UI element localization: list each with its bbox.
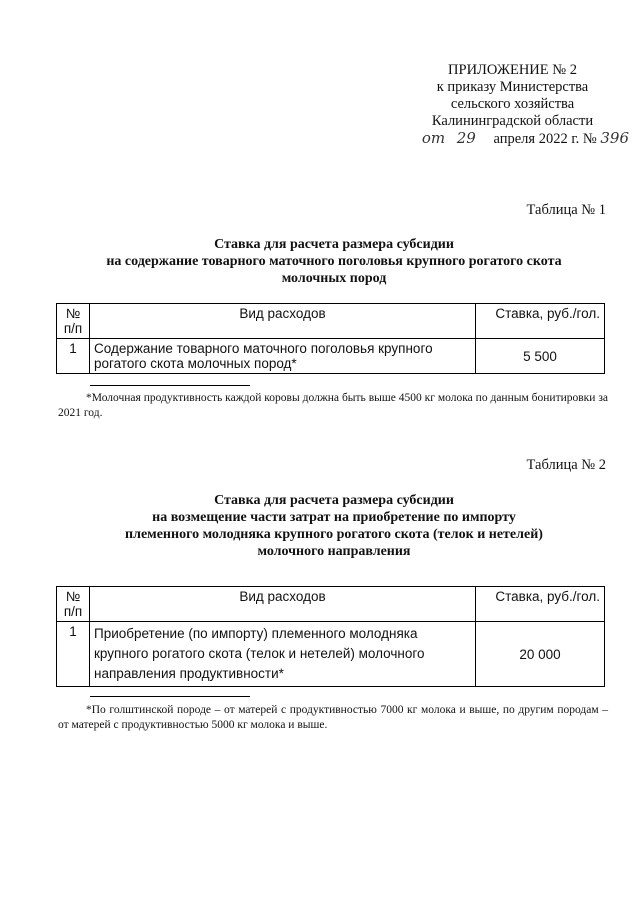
table-1-cell-rate: 5 500 [476, 339, 605, 374]
table-2-cell-rate: 20 000 [476, 622, 605, 687]
appendix-header [400, 62, 629, 148]
table-1-header-name: Вид расходов [90, 304, 476, 339]
table-2 [56, 586, 605, 687]
table-2-title-line-2: на возмещение части затрат на приобретение по импорту [152, 510, 516, 525]
handwritten-date-prefix: от [421, 129, 446, 147]
table-row [57, 339, 605, 374]
table-1-label: Таблица № 1 [526, 202, 606, 218]
table-1-header-num: № п/п [57, 304, 90, 339]
table-1-footnote-divider [90, 385, 250, 386]
table-2-cell-name: Приобретение (по импорту) племенного молодняка крупного рогатого скота (телок и нетелей) молочного направления продуктивности* [90, 622, 476, 687]
appendix-date-line [400, 130, 629, 148]
handwritten-order-number: 396 [600, 129, 629, 147]
table-2-header-name: Вид расходов [90, 587, 476, 622]
table-2-footnote-divider [90, 696, 250, 697]
table-2-title-line-1: Ставка для расчета размера субсидии [214, 493, 454, 508]
table-2-label: Таблица № 2 [526, 457, 606, 473]
table-2-footnote: *По голштинской породе – от матерей с продуктивностью 7000 кг молока и выше, по другим породам – от матерей с продуктивностью 5000 кг молока и выше. [58, 704, 608, 731]
table-1-title-line-3: молочных пород [281, 271, 387, 286]
appendix-line-1: к приказу Министерства [436, 79, 589, 95]
appendix-date-text: апреля 2022 г. № [493, 131, 597, 147]
table-1-cell-num: 1 [57, 339, 90, 374]
table-1-cell-name: Содержание товарного маточного поголовья крупного рогатого скота молочных пород* [90, 339, 476, 374]
table-1-header-rate: Ставка, руб./гол. [476, 304, 605, 339]
table-2-header-num: № п/п [57, 587, 90, 622]
table-1-title-line-1: Ставка для расчета размера субсидии [214, 237, 454, 252]
table-2-title-line-3: племенного молодняка крупного рогатого скота (телок и нетелей) [125, 527, 543, 542]
table-row [57, 622, 605, 687]
table-2-header-row [57, 587, 605, 622]
appendix-line-2: сельского хозяйства [450, 96, 575, 112]
table-1-title [60, 236, 608, 287]
table-1-footnote: *Молочная продуктивность каждой коровы должна быть выше 4500 кг молока по данным бонитировки за 2021 год. [58, 392, 608, 419]
table-2-title [60, 492, 608, 560]
table-2-header-rate: Ставка, руб./гол. [476, 587, 605, 622]
appendix-line-3: Калининградской области [431, 113, 594, 129]
table-2-cell-num: 1 [57, 622, 90, 687]
table-1 [56, 303, 605, 374]
table-1-title-line-2: на содержание товарного маточного поголовья крупного рогатого скота [106, 254, 562, 269]
handwritten-day: 29 [456, 129, 476, 147]
table-1-header-row [57, 304, 605, 339]
appendix-title: ПРИЛОЖЕНИЕ № 2 [448, 62, 577, 78]
table-2-title-line-4: молочного направления [257, 544, 411, 559]
